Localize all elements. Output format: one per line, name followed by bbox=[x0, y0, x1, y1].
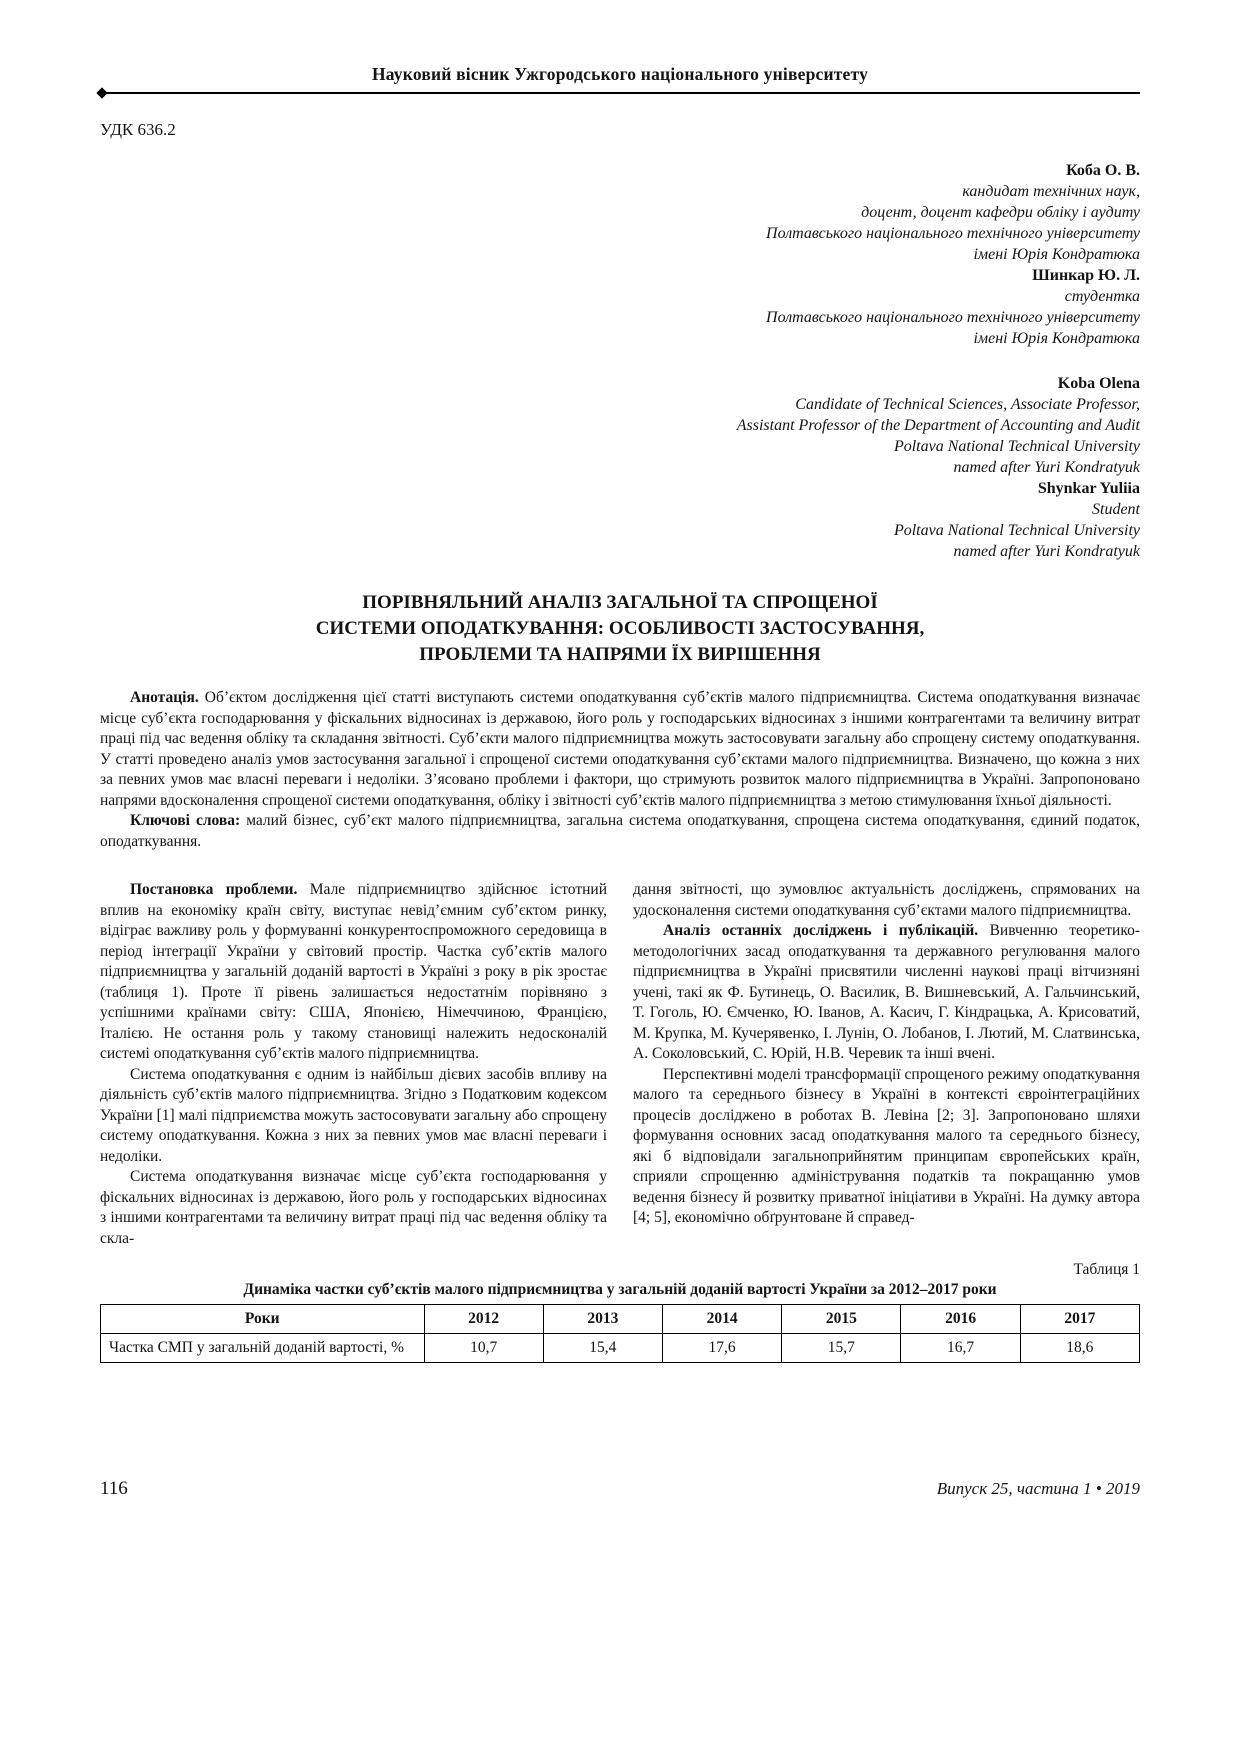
table-header-cell: 2012 bbox=[424, 1305, 543, 1334]
author-detail: імені Юрія Кондратюка bbox=[973, 246, 1140, 263]
author-detail: Полтавського національного технічного університету bbox=[766, 225, 1140, 242]
table-value-cell: 15,7 bbox=[782, 1334, 901, 1363]
keywords-text: малий бізнес, суб’єкт малого підприємництва, загальна система оподаткування, спрощена система оподаткування, єдиний податок, оподаткування. bbox=[100, 812, 1140, 850]
article-title bbox=[100, 590, 1140, 668]
page-footer bbox=[100, 1478, 1140, 1500]
author-name: Shynkar Yuliia bbox=[1037, 480, 1140, 497]
table-value-cell: 10,7 bbox=[424, 1334, 543, 1363]
issue-label: Випуск 25, частина 1 • 2019 bbox=[936, 1479, 1140, 1498]
table-value-cell: 17,6 bbox=[662, 1334, 781, 1363]
table-row-label: Частка СМП у загальній доданій вартості, % bbox=[101, 1334, 425, 1363]
table-caption: Динаміка частки суб’єктів малого підприємництва у загальній доданій вартості України за 2012–2017 роки bbox=[243, 1281, 997, 1298]
right-column bbox=[633, 880, 1140, 1249]
paragraph-text: Мале підприємництво здійснює істотний вплив на економіку країн світу, виступає невід’ємним суб’єктом ринку, відіграє важливу роль у формуванні конкурентоспроможного середовища в період інтеграції України у світовий простір. Частка суб’єктів малого підприємництва у загальній доданій вартості в Україні з року в рік зростає (таблиця 1). Проте її рівень залишається недостатнім порівняно з успішними країнами світу: США, Японією, Німеччиною, Францією, Італією. Не остання роль у такому становищі належить недосконалій системі оподаткування суб’єктів малого підприємництва. bbox=[100, 881, 607, 1062]
header-rule-diamond-icon bbox=[96, 87, 107, 98]
table-value-cell: 18,6 bbox=[1020, 1334, 1139, 1363]
table-header-cell: 2013 bbox=[543, 1305, 662, 1334]
body-paragraph: Система оподаткування є одним із найбільш дієвих засобів впливу на діяльність суб’єктів малого підприємництва. Згідно з Податковим кодексом України [1] малі підприємства можуть застосовувати загальну або спрощену систему оподаткування. Кожна з них за певних умов має власні переваги і недоліки. bbox=[100, 1065, 607, 1165]
author-detail: Candidate of Technical Sciences, Associate Professor, bbox=[795, 396, 1140, 413]
author-detail: named after Yuri Kondratyuk bbox=[953, 459, 1140, 476]
section-heading: Постановка проблеми. bbox=[130, 881, 298, 898]
author-name: Koba Olena bbox=[1057, 375, 1140, 392]
journal-header: Науковий вісник Ужгородського національного університету bbox=[371, 64, 869, 84]
article-title-line: ПОРІВНЯЛЬНИЙ АНАЛІЗ ЗАГАЛЬНОЇ ТА СПРОЩЕНОЇ bbox=[362, 592, 878, 613]
author-detail: імені Юрія Кондратюка bbox=[973, 330, 1140, 347]
udc-number: УДК 636.2 bbox=[100, 120, 176, 139]
body-paragraph: Перспективні моделі трансформації спрощеного режиму оподаткування малого та середнього бізнесу в Україні в контексті євроінтеграційних процесів досліджено в роботах В. Левіна [2; 3]. Запропоновано шляхи формування основних засад оподаткування малого та середнього бізнесу, які б відповідали загальноприйнятим принципам європейських країн, сприяли спрощенню адміністрування податків та покращанню умов ведення бізнесу й розвитку приватної ініціативи в Україні. На думку автора [4; 5], економічно обґрунтоване й справед- bbox=[633, 1065, 1140, 1226]
author-detail: Assistant Professor of the Department of Accounting and Audit bbox=[736, 417, 1140, 434]
header-rule bbox=[100, 92, 1140, 94]
article-title-line: СИСТЕМИ ОПОДАТКУВАННЯ: ОСОБЛИВОСТІ ЗАСТОСУВАННЯ, bbox=[315, 618, 925, 639]
table-header-cell: 2014 bbox=[662, 1305, 781, 1334]
body-paragraph bbox=[100, 880, 607, 1065]
body-paragraph: дання звітності, що зумовлює актуальність досліджень, спрямованих на удосконалення системи оподаткування суб’єктами малого підприємництва. bbox=[633, 881, 1140, 919]
section-heading: Аналіз останніх досліджень і публікацій. bbox=[663, 922, 979, 939]
author-detail: студентка bbox=[1064, 288, 1140, 305]
author-detail: Poltava National Technical University bbox=[893, 438, 1140, 455]
author-detail: Poltava National Technical University bbox=[893, 522, 1140, 539]
author-name: Шинкар Ю. Л. bbox=[1032, 267, 1140, 284]
table-number-label: Таблиця 1 bbox=[1073, 1261, 1140, 1278]
page-number: 116 bbox=[100, 1478, 128, 1499]
author-detail: Student bbox=[1092, 501, 1140, 518]
keywords-label: Ключові слова: bbox=[130, 812, 241, 829]
article-title-line: ПРОБЛЕМИ ТА НАПРЯМИ ЇХ ВИРІШЕННЯ bbox=[419, 644, 821, 665]
table-header-row bbox=[101, 1305, 1140, 1334]
table-header-cell: 2017 bbox=[1020, 1305, 1139, 1334]
authors-en-block bbox=[100, 373, 1140, 562]
abstract-text: Об’єктом дослідження цієї статті виступають системи оподаткування суб’єктів малого підприємництва. Система оподаткування визначає місце суб’єкта господарювання у фіскальних відносинах із державою, його роль у господарських відносинах з іншими контрагентами та величину витрат праці під час ведення обліку та складання звітності. Суб’єкти малого підприємництва можуть застосовувати загальну або спрощену систему оподаткування. У статті проведено аналіз умов застосування загальної і спрощеної системи оподаткування суб’єктами малого підприємництва. Визначено, що кожна з них за певних умов має власні переваги і недоліки. З’ясовано проблеми і фактори, що стримують розвиток малого підприємництва в Україні. Запропоновано напрями вдосконалення спрощеної системи оподаткування, обліку і звітності суб’єктів малого підприємництва з метою стимулювання їхньої діяльності. bbox=[100, 689, 1141, 809]
abstract-label: Анотація. bbox=[130, 689, 199, 706]
table-header-cell: 2015 bbox=[782, 1305, 901, 1334]
body-paragraph: Система оподаткування визначає місце суб’єкта господарювання у фіскальних відносинах із державою, його роль у господарських відносинах з іншими контрагентами та величину витрат праці під час ведення обліку та скла- bbox=[100, 1168, 607, 1247]
table-data-row bbox=[101, 1334, 1140, 1363]
table-value-cell: 15,4 bbox=[543, 1334, 662, 1363]
author-detail: кандидат технічних наук, bbox=[962, 183, 1140, 200]
table-header-cell: 2016 bbox=[901, 1305, 1020, 1334]
left-column bbox=[100, 880, 607, 1249]
table-header-cell: Роки bbox=[101, 1305, 425, 1334]
author-detail: named after Yuri Kondratyuk bbox=[953, 543, 1140, 560]
table-value-cell: 16,7 bbox=[901, 1334, 1020, 1363]
paragraph-text: Вивченню теоретико-методологічних засад оподаткування та державного регулювання малого підприємництва в Україні присвятили численні наукові праці вітчизняні учені, такі як Ф. Бутинець, О. Василик, В. Вишневський, А. Гальчинський, Т. Гоголь, Ю. Ємченко, Ю. Іванов, А. Касич, Г. Кіндрацька, А. Крисоватий, М. Крупка, М. Кучерявенко, І. Лунін, О. Лобанов, І. Лютий, М. Слатвинська, А. Соколовський, С. Юрій, Н.В. Черевик та інші вчені. bbox=[633, 922, 1141, 1062]
table-1 bbox=[100, 1304, 1140, 1363]
author-detail: Полтавського національного технічного університету bbox=[766, 309, 1140, 326]
keywords-paragraph bbox=[100, 811, 1140, 852]
body-columns bbox=[100, 880, 1140, 1249]
abstract-paragraph bbox=[100, 688, 1140, 811]
authors-uk-block bbox=[100, 160, 1140, 349]
author-detail: доцент, доцент кафедри обліку і аудиту bbox=[861, 204, 1140, 221]
author-name: Коба О. В. bbox=[1066, 162, 1140, 179]
body-paragraph bbox=[633, 921, 1140, 1065]
abstract-block bbox=[100, 688, 1140, 852]
